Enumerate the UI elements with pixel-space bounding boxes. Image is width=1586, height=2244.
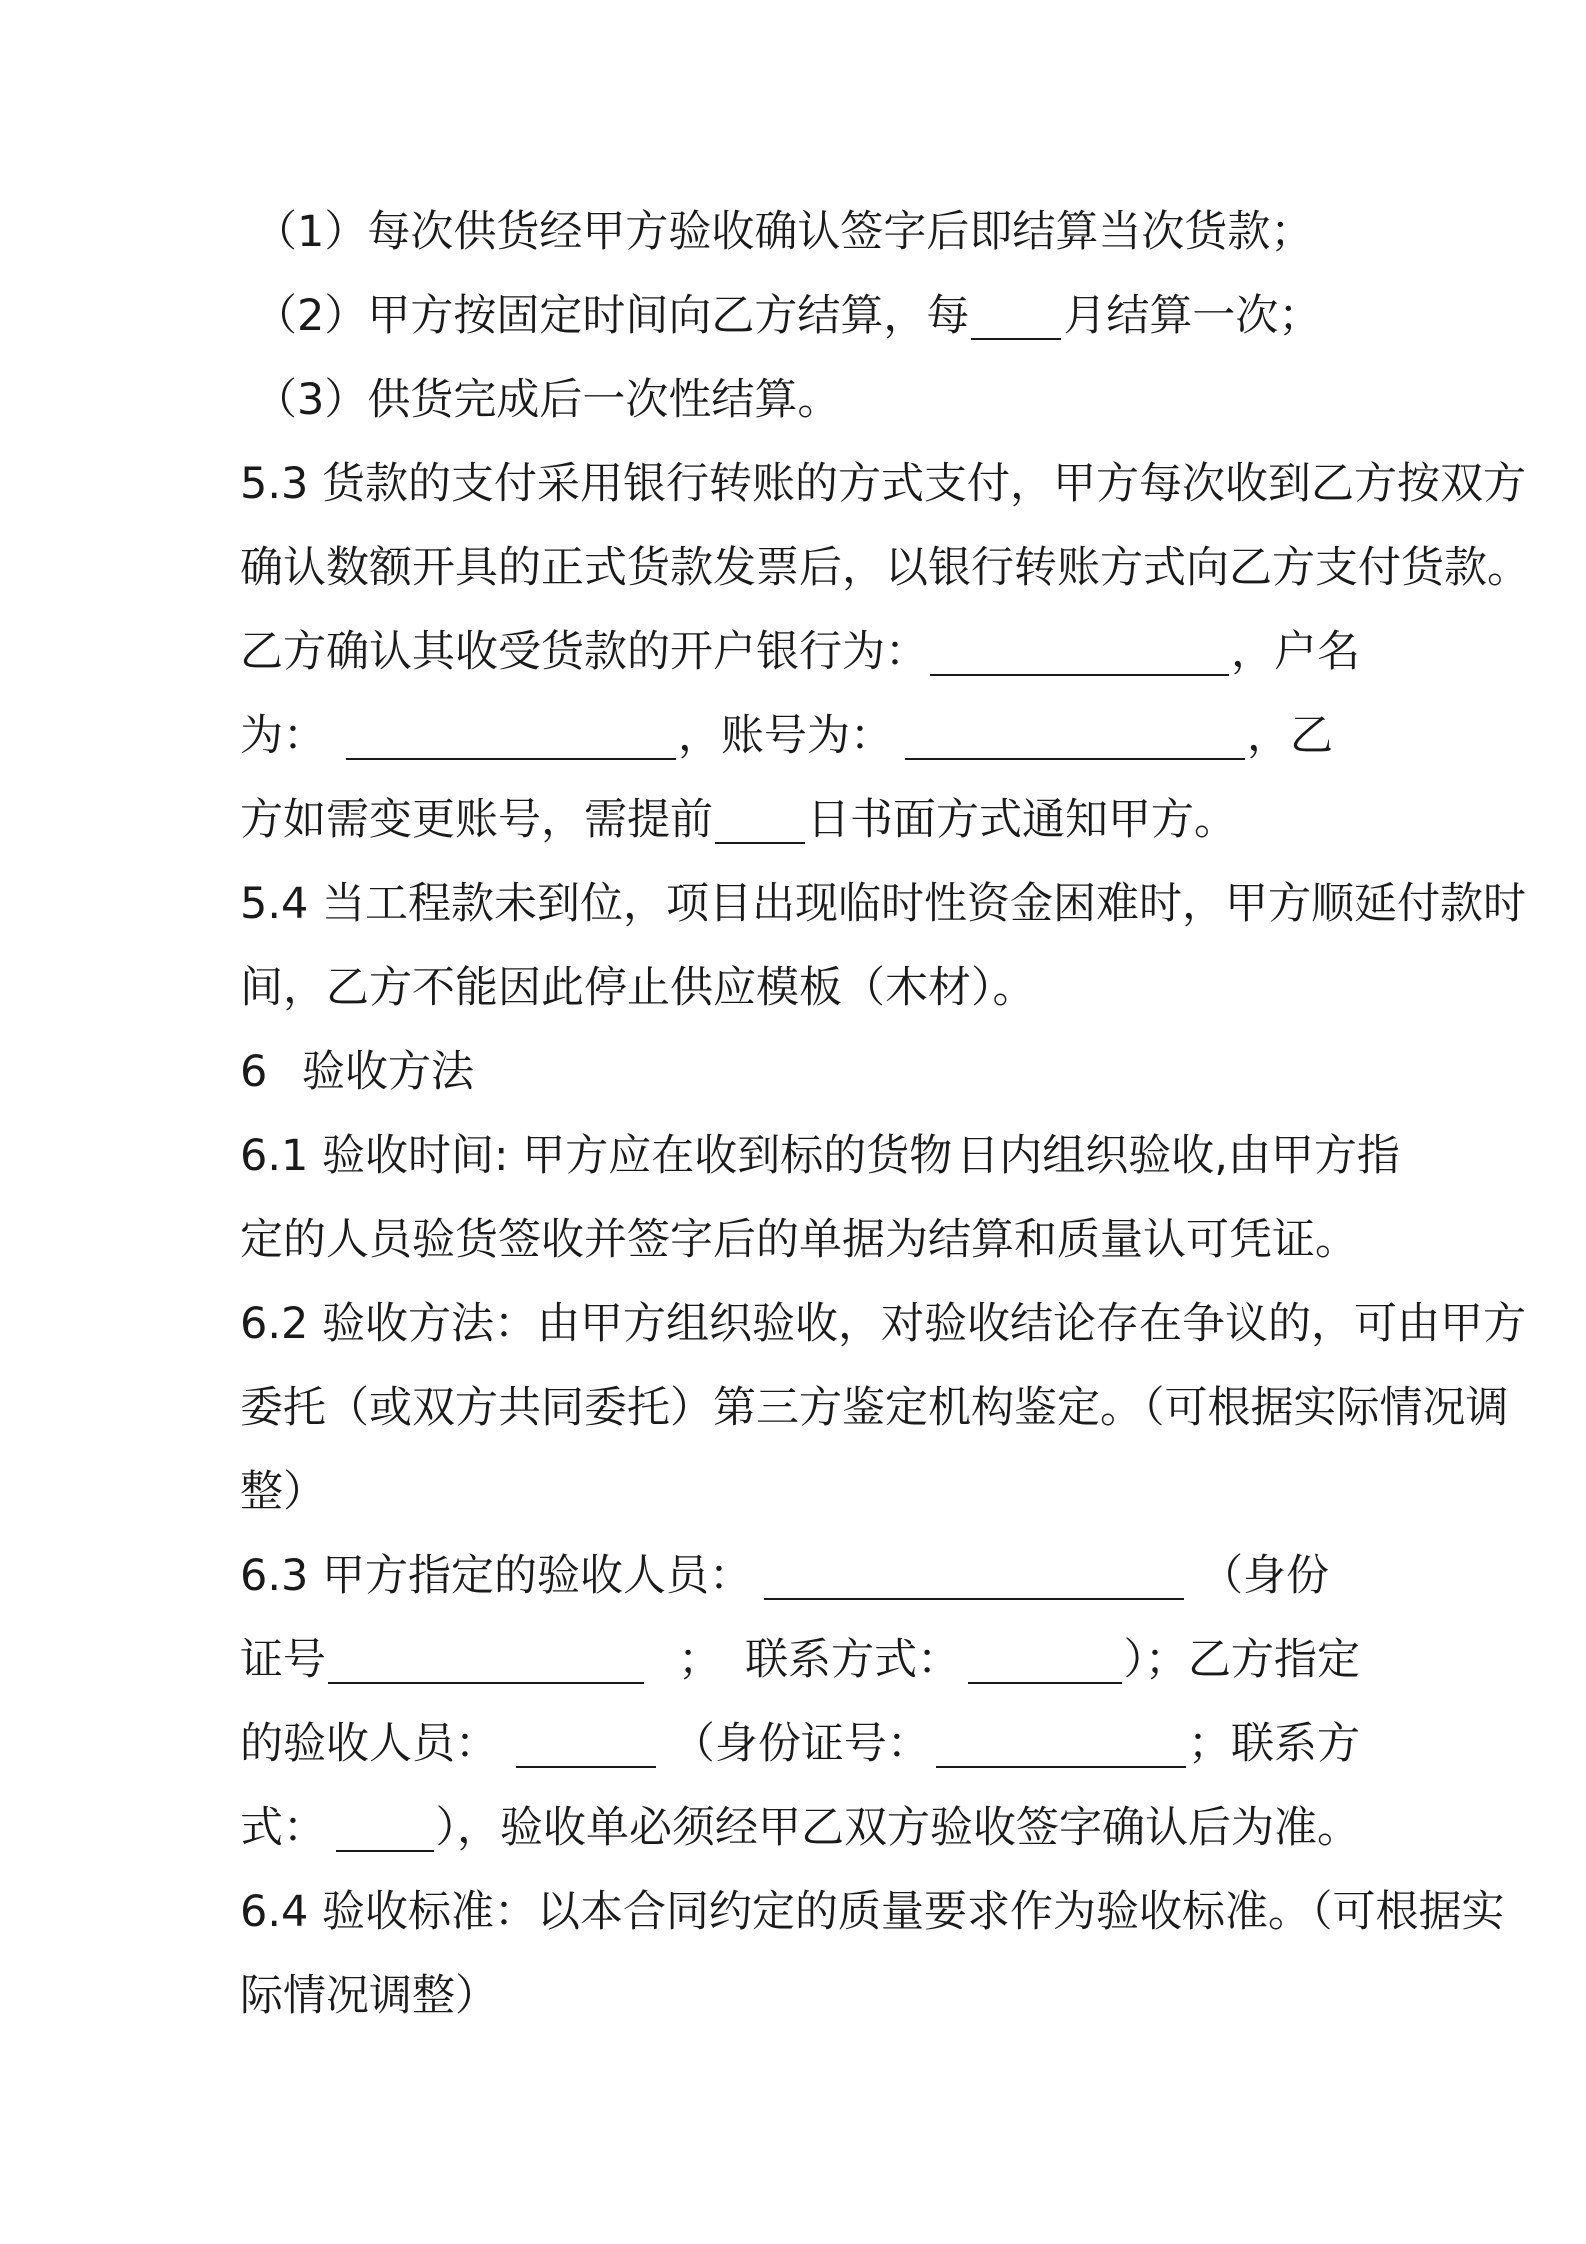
text: 5.3 货款的支付采用银行转账的方式支付，甲方每次收到乙方按双方 [240, 459, 1527, 509]
clause-settlement-option-3 [240, 358, 1360, 442]
clause-6-2-line-1 [240, 1282, 1527, 1366]
text: ，户名 [1231, 627, 1360, 677]
clause-5-4-line-2 [240, 946, 1360, 1030]
section-number: 6 [240, 1047, 268, 1097]
text: ； [678, 1635, 722, 1685]
text: 际情况调整） [240, 1971, 498, 2021]
text: （身份证号： [671, 1719, 930, 1769]
text: （1）每次供货经甲方验收确认签字后即结算当次货款； [254, 207, 1314, 257]
account-name-blank[interactable] [346, 710, 676, 760]
text: （身份 [1200, 1551, 1330, 1601]
section-title: 验收方法 [302, 1047, 474, 1097]
bank-name-blank[interactable] [930, 626, 1229, 676]
clause-6-1-line-1 [240, 1114, 1400, 1198]
text: ），验收单必须经甲乙双方验收签字确认后为准。 [435, 1803, 1360, 1853]
party-a-inspector-blank[interactable] [764, 1550, 1184, 1600]
clause-5-3-line-2 [240, 526, 1530, 610]
clause-6-1-line-2 [240, 1198, 1360, 1282]
text: 乙方确认其收受货款的开户银行为： [240, 627, 928, 677]
party-b-id-blank[interactable] [936, 1718, 1186, 1768]
party-b-inspector-blank[interactable] [516, 1718, 656, 1768]
party-a-contact-blank[interactable] [968, 1634, 1121, 1684]
text: 6.4 验收标准：以本合同约定的质量要求作为验收标准。（可根据实 [240, 1887, 1505, 1937]
clause-5-4-line-1 [240, 862, 1527, 946]
text: 定的人员验货签收并签字后的单据为结算和质量认可凭证。 [240, 1215, 1358, 1265]
clause-6-4-line-2 [240, 1954, 1360, 2038]
party-a-id-blank[interactable] [328, 1634, 644, 1684]
clause-5-3-line-4 [240, 694, 1360, 778]
clause-5-3-line-5 [240, 778, 1360, 862]
clause-6-3-line-1 [240, 1534, 1360, 1618]
clause-5-3-line-3 [240, 610, 1360, 694]
text: ，乙 [1247, 711, 1333, 761]
text: ，账号为： [678, 711, 893, 761]
clause-settlement-option-2 [240, 274, 1360, 358]
text: 6.3 甲方指定的验收人员： [240, 1551, 753, 1601]
clause-6-3-line-2 [240, 1618, 1360, 1702]
clause-5-3-line-1 [240, 442, 1527, 526]
clause-6-4-line-1 [240, 1870, 1505, 1954]
account-number-blank[interactable] [905, 710, 1245, 760]
contract-body [240, 190, 1530, 2038]
clause-6-3-line-4 [240, 1786, 1360, 1870]
text: 整） [240, 1467, 326, 1517]
clause-6-3-line-3 [240, 1702, 1360, 1786]
notice-days-blank[interactable] [715, 794, 805, 844]
text: ；联系方 [1188, 1719, 1360, 1769]
text: 证号 [240, 1635, 326, 1685]
text: （2）甲方按固定时间向乙方结算，每 [254, 291, 970, 341]
text: 式： [240, 1803, 326, 1853]
text: 6.1 验收时间: 甲方应在收到标的货物 [240, 1131, 953, 1181]
text: 确认数额开具的正式货款发票后，以银行转账方式向乙方支付货款。 [240, 543, 1530, 593]
text: 5.4 当工程款未到位，项目出现临时性资金困难时，甲方顺延付款时 [240, 879, 1527, 929]
text: 6.2 验收方法：由甲方组织验收，对验收结论存在争议的，可由甲方 [240, 1299, 1527, 1349]
text: 为： [240, 711, 326, 761]
text: ）；乙方指定 [1123, 1635, 1360, 1685]
text: 的验收人员： [240, 1719, 498, 1769]
clause-6-2-line-2 [240, 1366, 1509, 1450]
party-b-contact-blank[interactable] [336, 1802, 434, 1852]
clause-settlement-option-1 [240, 190, 1360, 274]
text: 月结算一次； [1063, 291, 1322, 341]
text: 方如需变更账号，需提前 [240, 795, 713, 845]
months-blank[interactable] [971, 290, 1061, 340]
text: 日内组织验收,由甲方指 [956, 1131, 1400, 1181]
text: 间，乙方不能因此停止供应模板（木材）。 [240, 963, 1036, 1013]
text: 委托（或双方共同委托）第三方鉴定机构鉴定。（可根据实际情况调 [240, 1383, 1509, 1433]
text: 联系方式： [745, 1635, 961, 1685]
section-6-heading [240, 1030, 1360, 1114]
clause-6-2-line-3 [240, 1450, 1360, 1534]
text: （3）供货完成后一次性结算。 [254, 375, 841, 425]
text: 日书面方式通知甲方。 [807, 795, 1237, 845]
